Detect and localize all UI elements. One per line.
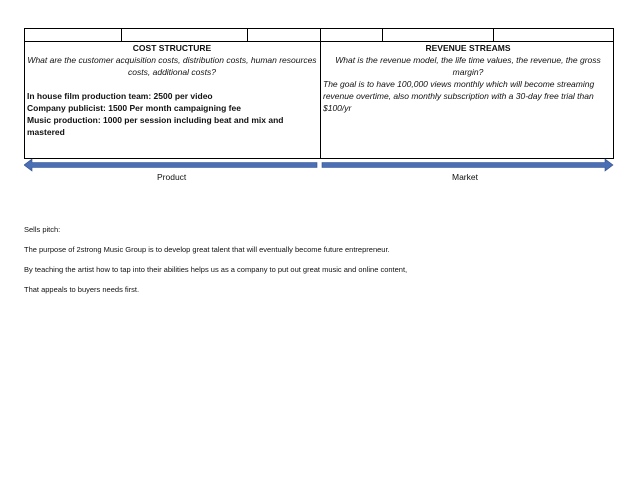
- pitch-paragraph: The purpose of 2strong Music Group is to develop great talent that will eventually become future entrepreneur.: [24, 245, 390, 254]
- table-column-divider: [320, 29, 321, 41]
- sales-pitch: [24, 225, 614, 305]
- top-table-row: [24, 28, 614, 42]
- product-arrow: [24, 159, 317, 171]
- market-arrow: [322, 159, 613, 171]
- cost-structure-question: What are the customer acquisition costs, distribution costs, human resources costs, additional costs?: [27, 55, 317, 77]
- product-label: Product: [157, 172, 187, 182]
- revenue-streams-text: The goal is to have 100,000 views monthly which will become streaming revenue overtime, also monthly subscription with a 30-day free trial than $100/yr: [323, 79, 595, 113]
- canvas-table: [24, 41, 614, 159]
- arrow-left-icon: [24, 159, 317, 171]
- pitch-paragraph: That appeals to buyers needs first.: [24, 285, 140, 294]
- table-column-divider: [493, 29, 494, 41]
- pitch-title: Sells pitch:: [24, 225, 61, 234]
- table-column-divider: [247, 29, 248, 41]
- cost-item: Company publicist: 1500 Per month campaigning fee: [27, 103, 241, 113]
- revenue-streams-heading: REVENUE STREAMS: [425, 43, 511, 53]
- market-label: Market: [452, 172, 478, 182]
- arrow-right-icon: [322, 159, 613, 171]
- cost-structure-cell: [27, 42, 317, 138]
- pitch-paragraph: By teaching the artist how to tap into their abilities helps us as a company to put out great music and online content,: [24, 265, 408, 274]
- cost-item: In house film production team: 2500 per video: [27, 91, 213, 101]
- cost-item: Music production: 1000 per session including beat and mix and mastered: [27, 115, 284, 137]
- table-column-divider: [320, 42, 321, 158]
- product-market-arrows: [24, 158, 614, 172]
- cost-structure-heading: COST STRUCTURE: [132, 43, 212, 53]
- revenue-streams-cell: [323, 42, 613, 114]
- table-column-divider: [121, 29, 122, 41]
- revenue-streams-question: What is the revenue model, the life time values, the revenue, the gross margin?: [335, 55, 601, 77]
- table-column-divider: [382, 29, 383, 41]
